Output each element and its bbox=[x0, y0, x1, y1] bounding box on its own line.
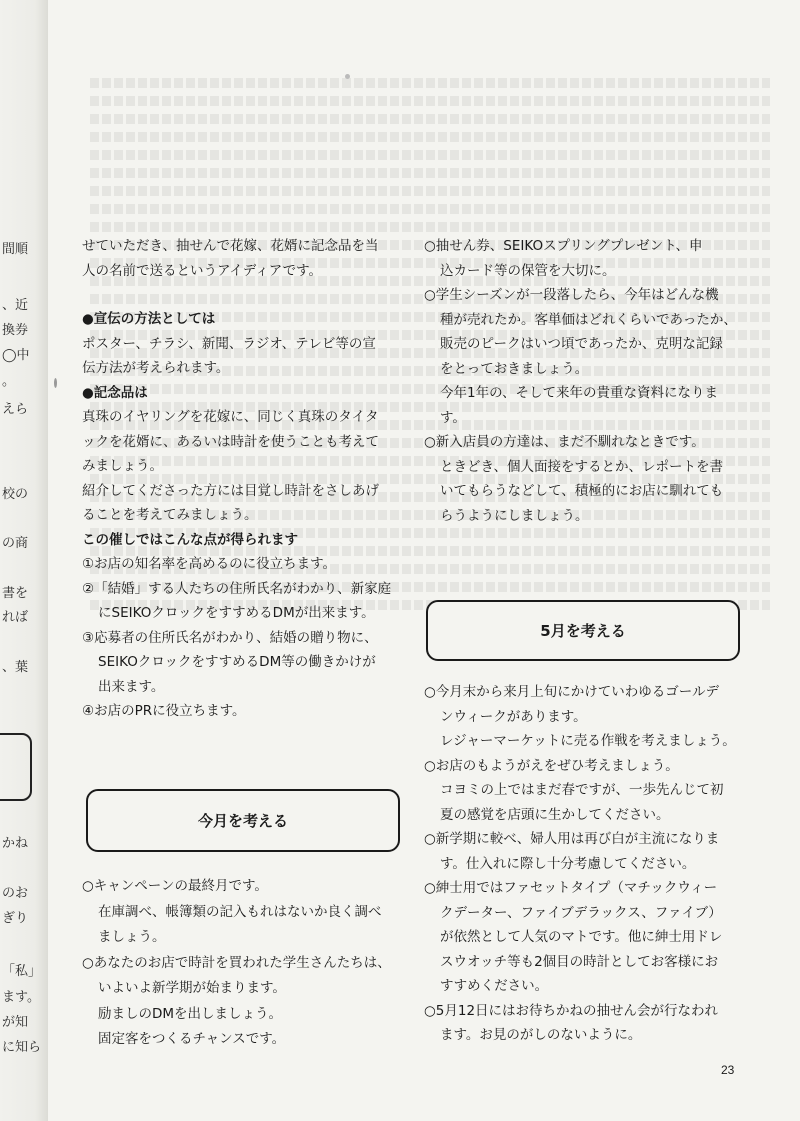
list-item-continued: レジャーマーケットに売る作戦を考えましょう。 bbox=[440, 733, 736, 749]
list-item: ④お店のPRに役立ちます。 bbox=[82, 703, 246, 719]
facing-text-fragment: のお bbox=[2, 886, 29, 901]
list-item: ○あなたのお店で時計を買われた学生さんたちは、 bbox=[82, 954, 391, 971]
list-item: ○今月末から来月上旬にかけていわゆるゴールデ bbox=[424, 684, 720, 700]
body-line: 伝方法が考えられます。 bbox=[82, 360, 230, 376]
body-line: せていただき、抽せんで花嫁、花婿に記念品を当 bbox=[82, 238, 379, 254]
list-item-continued: コヨミの上ではまだ春ですが、一歩先んじて初 bbox=[440, 782, 724, 798]
facing-text-fragment: 校の bbox=[2, 487, 29, 502]
list-item-continued: が依然として人気のマトです。他に紳士用ドレ bbox=[440, 929, 723, 945]
section-title-box-may: 5月を考える bbox=[426, 600, 740, 661]
list-item-continued: す。仕入れに際し十分考慮してください。 bbox=[440, 855, 696, 872]
list-item-continued: ましょう。 bbox=[98, 929, 166, 945]
list-item-continued: にSEIKOクロックをすすめるDMが出来ます。 bbox=[98, 605, 375, 621]
list-item: ○お店のもようがえをぜひ考えましょう。 bbox=[424, 757, 679, 774]
facing-text-fragment: れば bbox=[2, 610, 29, 625]
facing-text-fragment: 換券 bbox=[2, 323, 29, 338]
facing-text-fragment: 「私」 bbox=[2, 964, 42, 979]
list-item-continued: 固定客をつくるチャンスです。 bbox=[98, 1031, 286, 1047]
facing-text-fragment: 書を bbox=[2, 586, 29, 601]
right-column bbox=[424, 234, 754, 528]
list-item-continued: 今年1年の、そして来年の貴重な資料になりま bbox=[440, 385, 719, 401]
list-item-continued: いよいよ新学期が始まります。 bbox=[98, 980, 286, 996]
facing-text-fragment: ぎり bbox=[2, 911, 29, 926]
list-item-continued: ます。お見のがしのないように。 bbox=[440, 1027, 642, 1043]
facing-text-fragment: かね bbox=[2, 836, 29, 851]
list-item-continued: 種が売れたか。客単価はどれくらいであったか、 bbox=[440, 311, 737, 328]
facing-text-fragment: えら bbox=[2, 402, 29, 417]
list-item: ○新学期に較べ、婦人用は再び白が主流になりま bbox=[424, 831, 720, 847]
list-item: ○キャンペーンの最終月です。 bbox=[82, 878, 268, 894]
list-item-continued: 出来ます。 bbox=[98, 678, 165, 695]
list-item-continued: す。 bbox=[440, 409, 466, 426]
list-item-continued: らうようにしましょう。 bbox=[440, 507, 589, 524]
facing-text-fragment: 間順 bbox=[2, 242, 29, 257]
list-item-continued: 在庫調べ、帳簿類の記入もれはないか良く調べ bbox=[98, 903, 382, 920]
section-heading: ●宣伝の方法としては bbox=[82, 311, 216, 327]
list-item: ②「結婚」する人たちの住所氏名がわかり、新家庭 bbox=[82, 580, 392, 597]
section-heading: この催しではこんな点が得られます bbox=[82, 531, 298, 548]
facing-text-fragment: に知ら bbox=[2, 1040, 42, 1055]
list-item: ○新入店員の方達は、まだ不馴れなときです。 bbox=[424, 434, 705, 450]
list-item-continued: いてもらうなどして、積極的にお店に馴れても bbox=[440, 483, 724, 499]
facing-text-fragment: が知 bbox=[2, 1015, 29, 1030]
list-item-continued: 込カード等の保管を大切に。 bbox=[440, 262, 616, 279]
list-item: ①お店の知名率を高めるのに役立ちます。 bbox=[82, 556, 337, 572]
body-line: ることを考えてみましょう。 bbox=[82, 507, 258, 523]
body-line: ポスター、チラシ、新聞、ラジオ、テレビ等の宣 bbox=[82, 335, 376, 352]
body-line: ックを花婿に、あるいは時計を使うことも考えて bbox=[82, 433, 379, 450]
section-title-box-this-month: 今月を考える bbox=[86, 789, 400, 852]
body-line: 真珠のイヤリングを花嫁に、同じく真珠のタイタ bbox=[82, 409, 379, 425]
list-item: ○抽せん券、SEIKOスプリングプレゼント、申 bbox=[424, 238, 703, 254]
list-item-continued: ときどき、個人面接をするとか、レポートを書 bbox=[440, 458, 723, 475]
facing-text-fragment: 、近 bbox=[2, 298, 29, 313]
list-item-continued: 夏の感覚を店頭に生かしてください。 bbox=[440, 806, 670, 823]
list-item: ○学生シーズンが一段落したら、今年はどんな機 bbox=[424, 287, 719, 303]
facing-text-fragment: 、葉 bbox=[2, 660, 29, 675]
list-item-continued: ンウィークがあります。 bbox=[440, 708, 587, 725]
facing-text-fragment: ます。 bbox=[2, 990, 40, 1005]
facing-page-edge bbox=[0, 0, 51, 1121]
facing-text-fragment: ◯中 bbox=[2, 348, 30, 363]
list-item-continued: 販売のピークはいつ頃であったか、克明な記録 bbox=[440, 336, 723, 352]
body-line: みましょう。 bbox=[82, 458, 163, 474]
list-item-continued: をとっておきましょう。 bbox=[440, 360, 589, 377]
page-number: 23 bbox=[721, 1063, 735, 1077]
left-column bbox=[82, 234, 412, 724]
body-line: 紹介してくださった方には目覚し時計をさしあげ bbox=[82, 482, 379, 499]
facing-text-fragment: 。 bbox=[2, 374, 16, 389]
body-line: 人の名前で送るというアイディアです。 bbox=[82, 262, 323, 279]
facing-text-fragment: の商 bbox=[2, 536, 29, 551]
paper-speck bbox=[345, 74, 350, 79]
right-column-may bbox=[424, 680, 754, 1048]
list-item-continued: すすめください。 bbox=[440, 978, 549, 994]
list-item-continued: スウオッチ等も2個目の時計としてお客様にお bbox=[440, 953, 719, 970]
list-item-continued: 励ましのDMを出しましょう。 bbox=[98, 1005, 283, 1022]
list-item-continued: SEIKOクロックをすすめるDM等の働きかけが bbox=[98, 654, 376, 670]
list-item: ○紳士用ではファセットタイプ（マチックウィー bbox=[424, 880, 718, 896]
list-item-continued: クデーター、ファイブデラックス、ファイブ） bbox=[440, 904, 722, 921]
list-item: ○5月12日にはお待ちかねの抽せん会が行なわれ bbox=[424, 1002, 719, 1019]
facing-section-box bbox=[0, 733, 32, 801]
left-column-this-month bbox=[82, 874, 412, 1053]
section-heading: ●記念品は bbox=[82, 384, 148, 401]
list-item: ③応募者の住所氏名がわかり、結婚の贈り物に、 bbox=[82, 629, 378, 646]
paper-speck bbox=[54, 378, 57, 388]
